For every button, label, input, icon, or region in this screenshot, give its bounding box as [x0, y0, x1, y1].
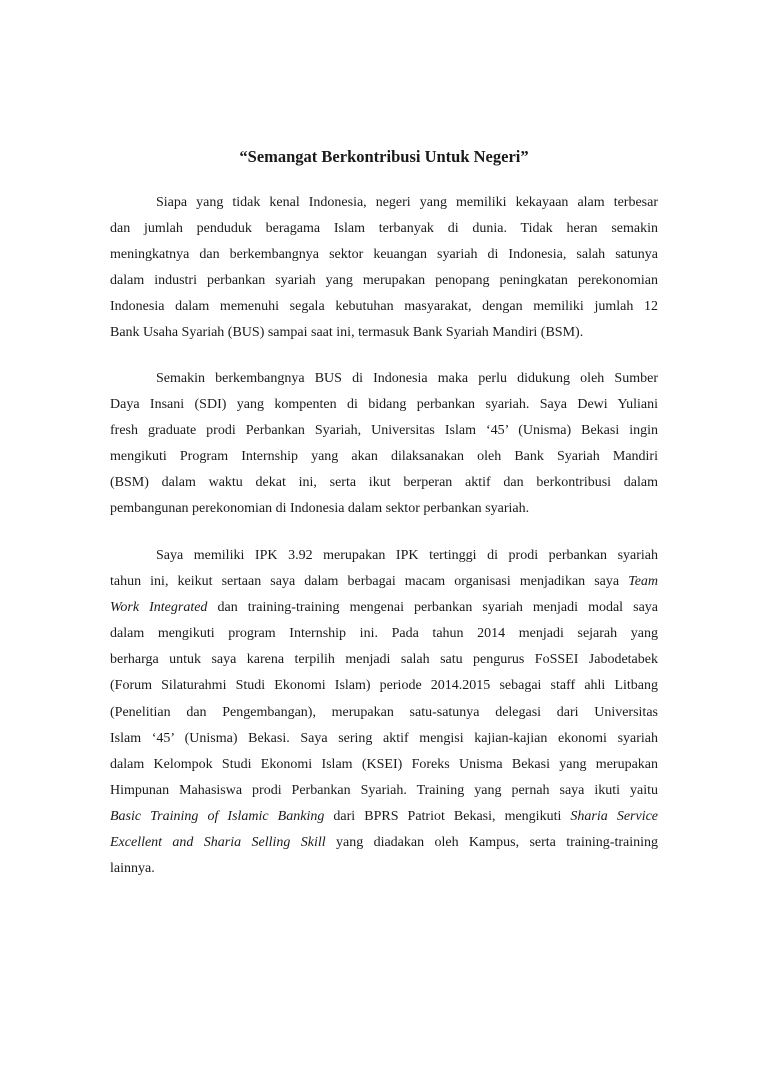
paragraph-line: lainnya.	[110, 861, 155, 877]
paragraph-2	[110, 366, 658, 523]
paragraph-line: dalam Kelompok Studi Ekonomi Islam (KSEI) Foreks Unisma Bekasi yang merupakan	[110, 756, 658, 772]
paragraph-line: Himpunan Mahasiswa prodi Perbankan Syariah. Training yang pernah saya ikuti yaitu	[110, 782, 658, 798]
paragraph-line: dalam industri perbankan syariah yang merupakan penopang peningkatan perekonomian	[110, 273, 658, 289]
paragraph-line: (Forum Silaturahmi Studi Ekonomi Islam) periode 2014.2015 sebagai staff ahli Litbang	[110, 678, 658, 694]
paragraph-line: dalam mengikuti program Internship ini. Pada tahun 2014 menjadi sejarah yang	[110, 626, 658, 642]
paragraph-line: (Penelitian dan Pengembangan), merupakan satu-satunya delegasi dari Universitas	[110, 704, 658, 720]
paragraph-line: pembangunan perekonomian di Indonesia dalam sektor perbankan syariah.	[110, 501, 530, 517]
paragraph-line: Siapa yang tidak kenal Indonesia, negeri yang memiliki kekayaan alam terbesar	[156, 195, 658, 210]
italic-term: Sharia Service	[570, 808, 659, 824]
paragraph-line: meningkatnya dan berkembangnya sektor keuangan syariah di Indonesia, salah satunya	[110, 247, 658, 263]
paragraph-line: Indonesia dalam memenuhi segala kebutuhan masyarakat, dengan memiliki jumlah 12	[110, 299, 658, 315]
paragraph-text: yang diadakan oleh Kampus, serta training-training	[336, 835, 658, 851]
paragraph-line: Islam ‘45’ (Unisma) Bekasi. Saya sering aktif mengisi kajian-kajian ekonomi syariah	[110, 730, 658, 746]
paragraph-line	[110, 595, 658, 621]
paragraph-text: dari BPRS Patriot Bekasi, mengikuti	[333, 808, 562, 824]
paragraph-line: Bank Usaha Syariah (BUS) sampai saat ini, termasuk Bank Syariah Mandiri (BSM).	[110, 325, 584, 341]
italic-term: Work Integrated	[110, 600, 208, 616]
paragraph-line: Daya Insani (SDI) yang kompenten di bidang perbankan syariah. Saya Dewi Yuliani	[110, 397, 658, 413]
italic-term: Excellent and Sharia Selling Skill	[110, 835, 326, 851]
paragraph-1	[110, 190, 658, 347]
paragraph-line	[110, 569, 658, 595]
italic-term: Basic Training of Islamic Banking	[110, 808, 325, 824]
paragraph-line: Saya memiliki IPK 3.92 merupakan IPK tertinggi di prodi perbankan syariah	[156, 548, 658, 563]
italic-term: Team	[628, 574, 659, 590]
paragraph-text: dan training-training mengenai perbankan syariah menjadi modal saya	[217, 600, 658, 616]
paragraph-line: mengikuti Program Internship yang akan dilaksanakan oleh Bank Syariah Mandiri	[110, 449, 658, 465]
paragraph-line: (BSM) dalam waktu dekat ini, serta ikut berperan aktif dan berkontribusi dalam	[110, 475, 658, 491]
paragraph-line: berharga untuk saya karena terpilih menjadi salah satu pengurus FoSSEI Jabodetabek	[110, 652, 658, 668]
paragraph-3	[110, 543, 658, 882]
paragraph-line	[110, 804, 658, 830]
paragraph-line: Semakin berkembangnya BUS di Indonesia maka perlu didukung oleh Sumber	[156, 371, 658, 386]
paragraph-line: fresh graduate prodi Perbankan Syariah, Universitas Islam ‘45’ (Unisma) Bekasi ingin	[110, 423, 658, 439]
document-title: “Semangat Berkontribusi Untuk Negeri”	[239, 147, 529, 166]
paragraph-text: tahun ini, keikut sertaan saya dalam berbagai macam organisasi menjadikan saya	[110, 574, 620, 590]
paragraph-line	[110, 830, 658, 856]
paragraph-line: dan jumlah penduduk beragama Islam terbanyak di dunia. Tidak heran semakin	[110, 221, 658, 237]
